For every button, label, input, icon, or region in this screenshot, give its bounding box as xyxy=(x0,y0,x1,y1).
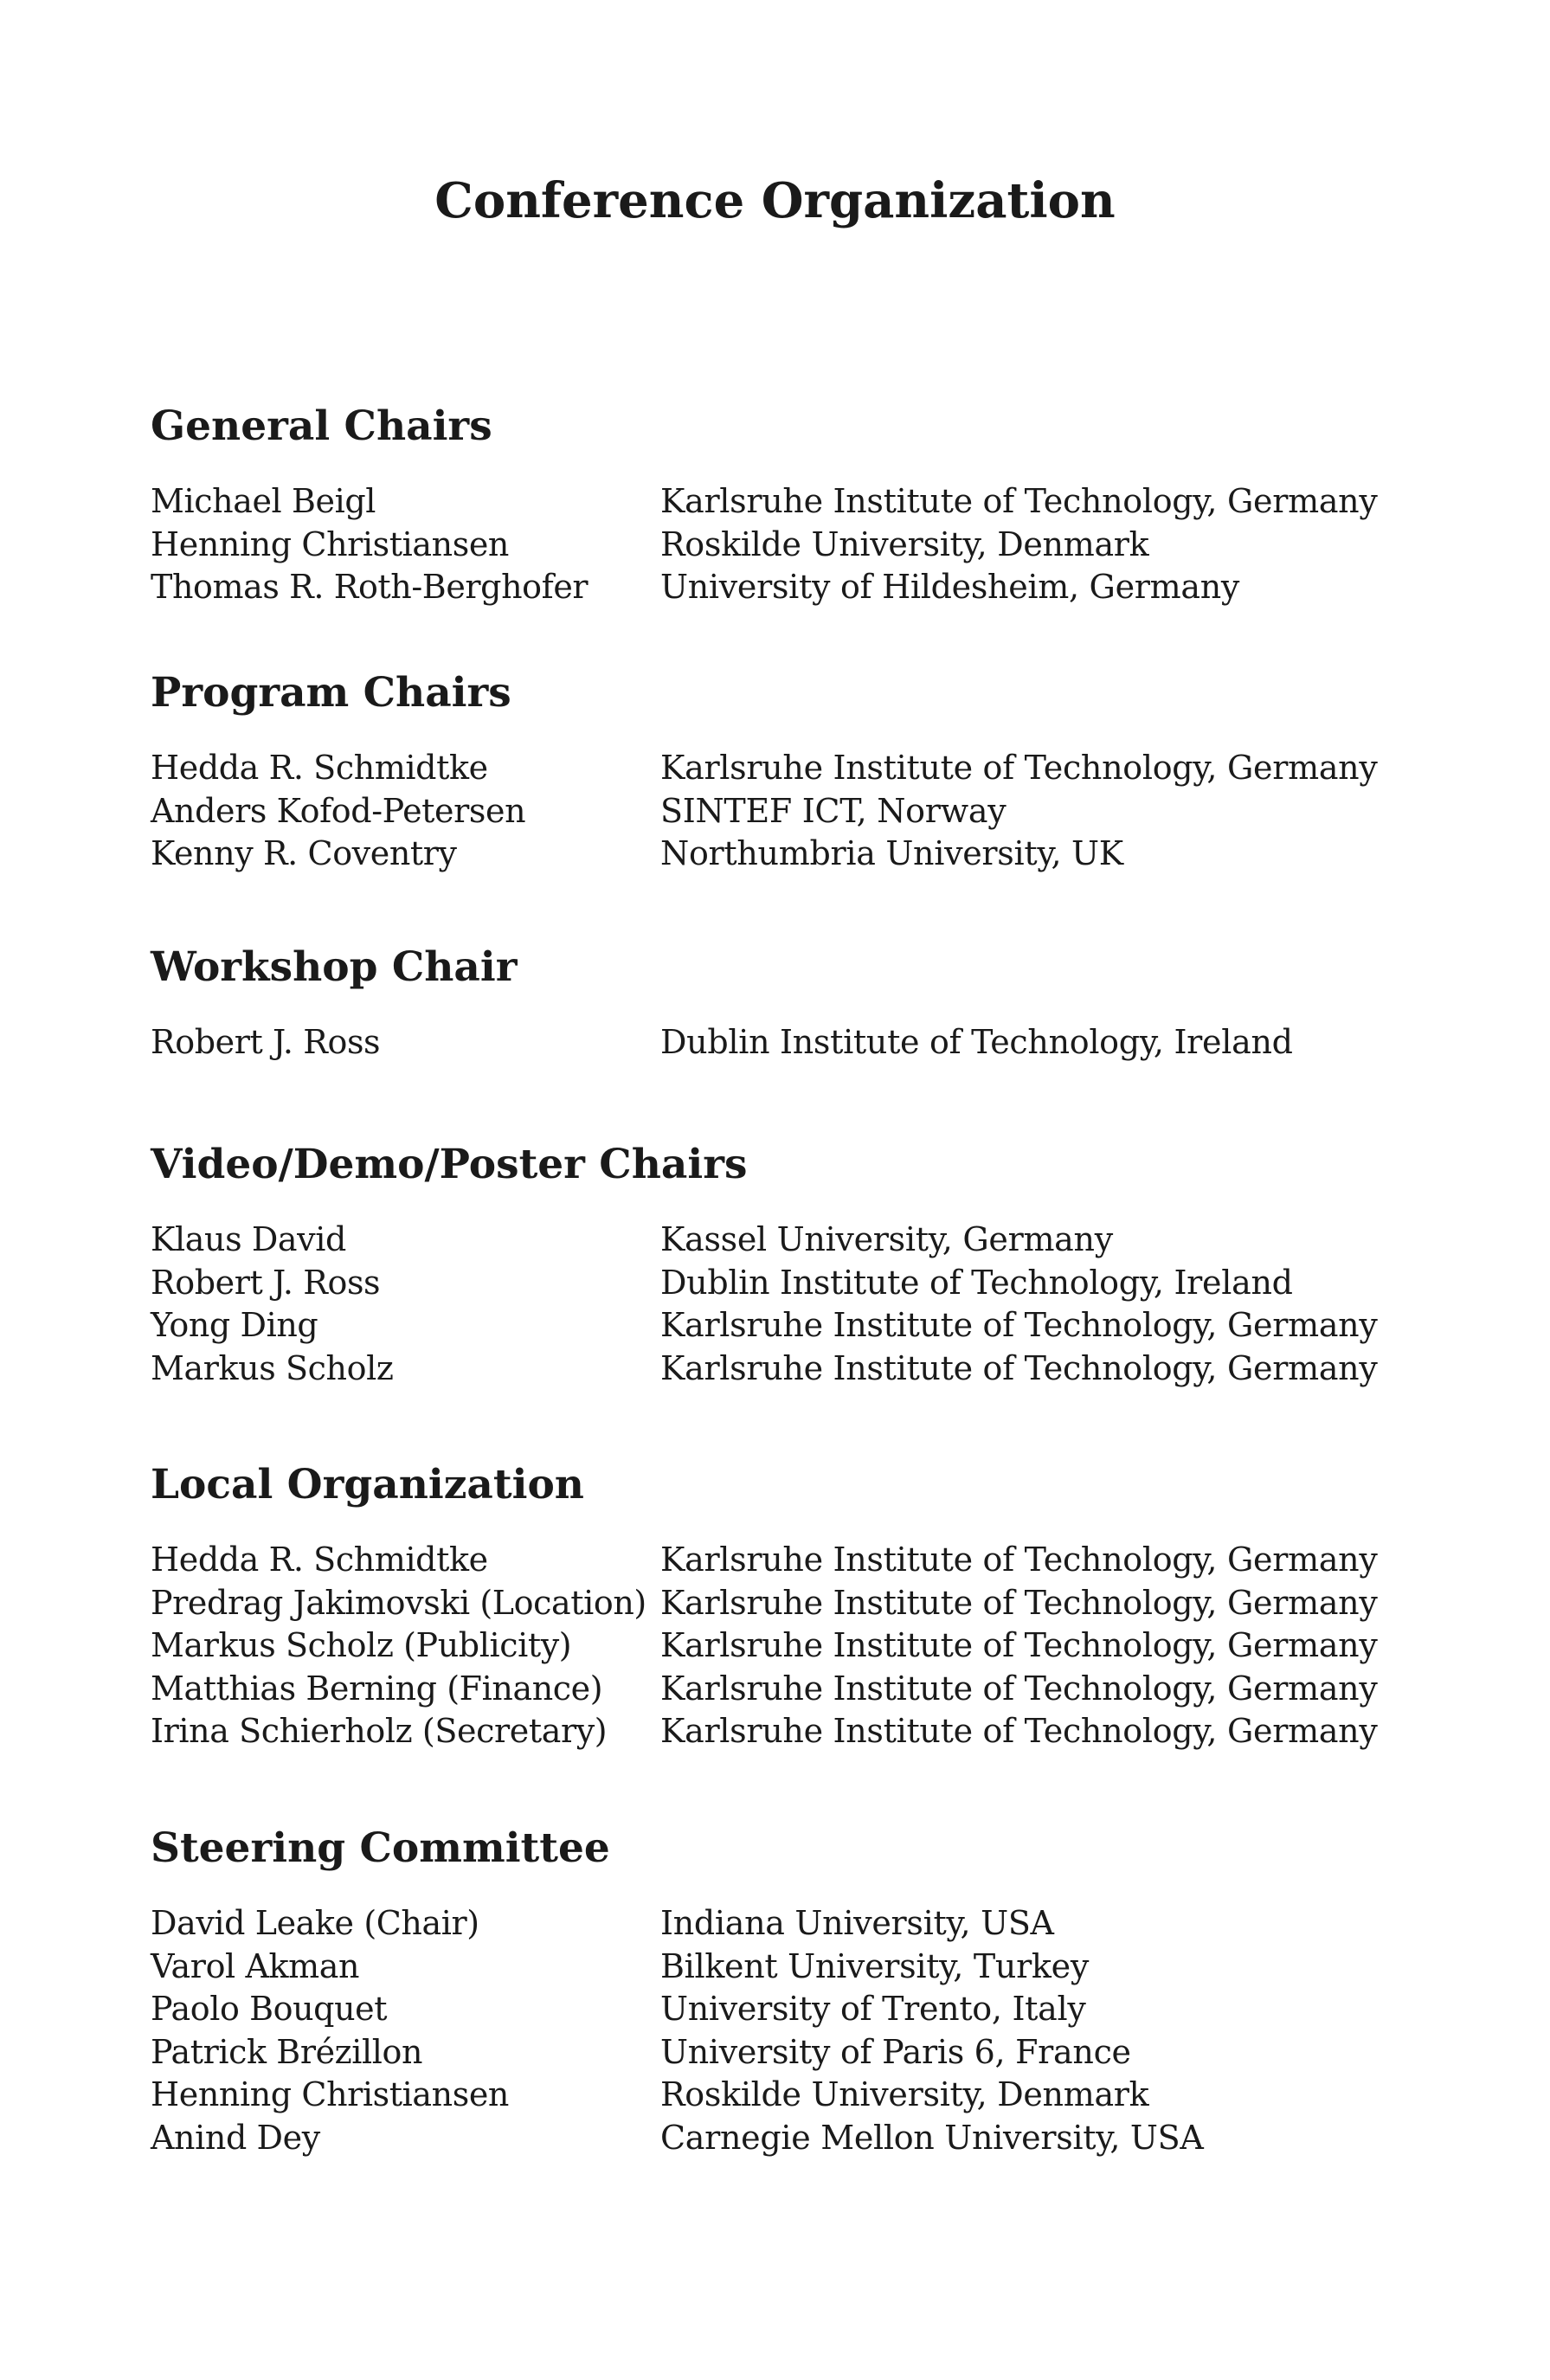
member-list xyxy=(151,1219,1449,1390)
member-name: Varol Akman xyxy=(151,1946,360,1985)
member-row xyxy=(151,1668,1449,1711)
member-name: Markus Scholz xyxy=(151,1348,394,1387)
member-name: Kenny R. Coventry xyxy=(151,834,457,872)
member-affiliation: University of Hildesheim, Germany xyxy=(660,568,1240,606)
section-local-organization xyxy=(151,1459,1449,1753)
section-workshop-chair xyxy=(151,942,1449,1065)
member-row xyxy=(151,1624,1449,1668)
member-name: Thomas R. Roth-Berghofer xyxy=(151,568,588,606)
section-heading: Program Chairs xyxy=(151,669,511,717)
member-affiliation: Karlsruhe Institute of Technology, Germany xyxy=(660,1712,1378,1750)
member-list xyxy=(151,480,1449,609)
member-name: Hedda R. Schmidtke xyxy=(151,1541,488,1579)
section-video-demo-poster-chairs xyxy=(151,1139,1449,1390)
member-name: Robert J. Ross xyxy=(151,1263,381,1302)
member-affiliation: Karlsruhe Institute of Technology, Germany xyxy=(660,482,1378,520)
member-affiliation: Carnegie Mellon University, USA xyxy=(660,2118,1204,2157)
member-name: Hedda R. Schmidtke xyxy=(151,749,488,787)
member-name: Anind Dey xyxy=(151,2118,320,2157)
member-affiliation: Roskilde University, Denmark xyxy=(660,524,1149,563)
member-row xyxy=(151,1304,1449,1348)
member-row xyxy=(151,2074,1449,2117)
member-affiliation: Karlsruhe Institute of Technology, Germany xyxy=(660,1306,1378,1344)
member-row xyxy=(151,1582,1449,1625)
section-general-chairs xyxy=(151,401,1449,609)
section-heading: Local Organization xyxy=(151,1461,584,1508)
member-list xyxy=(151,1902,1449,2159)
member-affiliation: Karlsruhe Institute of Technology, Germany xyxy=(660,1348,1378,1387)
member-list xyxy=(151,1021,1449,1065)
member-affiliation: Karlsruhe Institute of Technology, Germany xyxy=(660,1626,1378,1664)
member-affiliation: Indiana University, USA xyxy=(660,1904,1054,1942)
member-name: Yong Ding xyxy=(151,1306,318,1344)
member-row xyxy=(151,1219,1449,1262)
member-row xyxy=(151,2031,1449,2074)
member-row xyxy=(151,480,1449,524)
section-heading: General Chairs xyxy=(151,402,492,450)
member-affiliation: University of Paris 6, France xyxy=(660,2032,1131,2071)
member-row xyxy=(151,747,1449,790)
member-affiliation: Karlsruhe Institute of Technology, Germany xyxy=(660,1583,1378,1622)
member-row xyxy=(151,1348,1449,1391)
member-name: Irina Schierholz (Secretary) xyxy=(151,1712,608,1750)
member-row xyxy=(151,1262,1449,1305)
member-row xyxy=(151,1902,1449,1946)
member-row xyxy=(151,2117,1449,2160)
member-name: Michael Beigl xyxy=(151,482,376,520)
member-name: Robert J. Ross xyxy=(151,1023,381,1061)
member-name: David Leake (Chair) xyxy=(151,1904,479,1942)
member-name: Henning Christiansen xyxy=(151,524,509,563)
member-affiliation: Dublin Institute of Technology, Ireland xyxy=(660,1023,1293,1061)
member-affiliation: Bilkent University, Turkey xyxy=(660,1946,1090,1985)
page-title: Conference Organization xyxy=(434,172,1116,229)
member-row xyxy=(151,1946,1449,1989)
member-name: Patrick Brézillon xyxy=(151,2032,423,2071)
member-affiliation: Karlsruhe Institute of Technology, Germany xyxy=(660,1669,1378,1708)
section-steering-committee xyxy=(151,1823,1449,2159)
member-name: Henning Christiansen xyxy=(151,2075,509,2113)
member-list xyxy=(151,747,1449,876)
member-row xyxy=(151,1988,1449,2031)
member-affiliation: Roskilde University, Denmark xyxy=(660,2075,1149,2113)
member-affiliation: Northumbria University, UK xyxy=(660,834,1123,872)
section-heading: Workshop Chair xyxy=(151,943,518,991)
section-heading: Video/Demo/Poster Chairs xyxy=(151,1141,748,1188)
member-row xyxy=(151,1710,1449,1753)
member-affiliation: University of Trento, Italy xyxy=(660,1990,1086,2028)
member-name: Paolo Bouquet xyxy=(151,1990,388,2028)
member-name: Anders Kofod-Petersen xyxy=(151,791,526,830)
member-row xyxy=(151,524,1449,567)
member-affiliation: Karlsruhe Institute of Technology, Germany xyxy=(660,749,1378,787)
member-affiliation: SINTEF ICT, Norway xyxy=(660,791,1007,830)
member-name: Markus Scholz (Publicity) xyxy=(151,1626,572,1664)
member-name: Matthias Berning (Finance) xyxy=(151,1669,603,1708)
member-row xyxy=(151,833,1449,876)
member-row xyxy=(151,790,1449,833)
member-affiliation: Dublin Institute of Technology, Ireland xyxy=(660,1263,1293,1302)
member-name: Klaus David xyxy=(151,1220,346,1258)
member-row xyxy=(151,566,1449,609)
member-name: Predrag Jakimovski (Location) xyxy=(151,1583,646,1622)
section-heading: Steering Committee xyxy=(151,1824,610,1872)
member-row xyxy=(151,1539,1449,1582)
member-affiliation: Karlsruhe Institute of Technology, Germany xyxy=(660,1541,1378,1579)
member-row xyxy=(151,1021,1449,1065)
member-affiliation: Kassel University, Germany xyxy=(660,1220,1113,1258)
section-program-chairs xyxy=(151,667,1449,876)
member-list xyxy=(151,1539,1449,1753)
